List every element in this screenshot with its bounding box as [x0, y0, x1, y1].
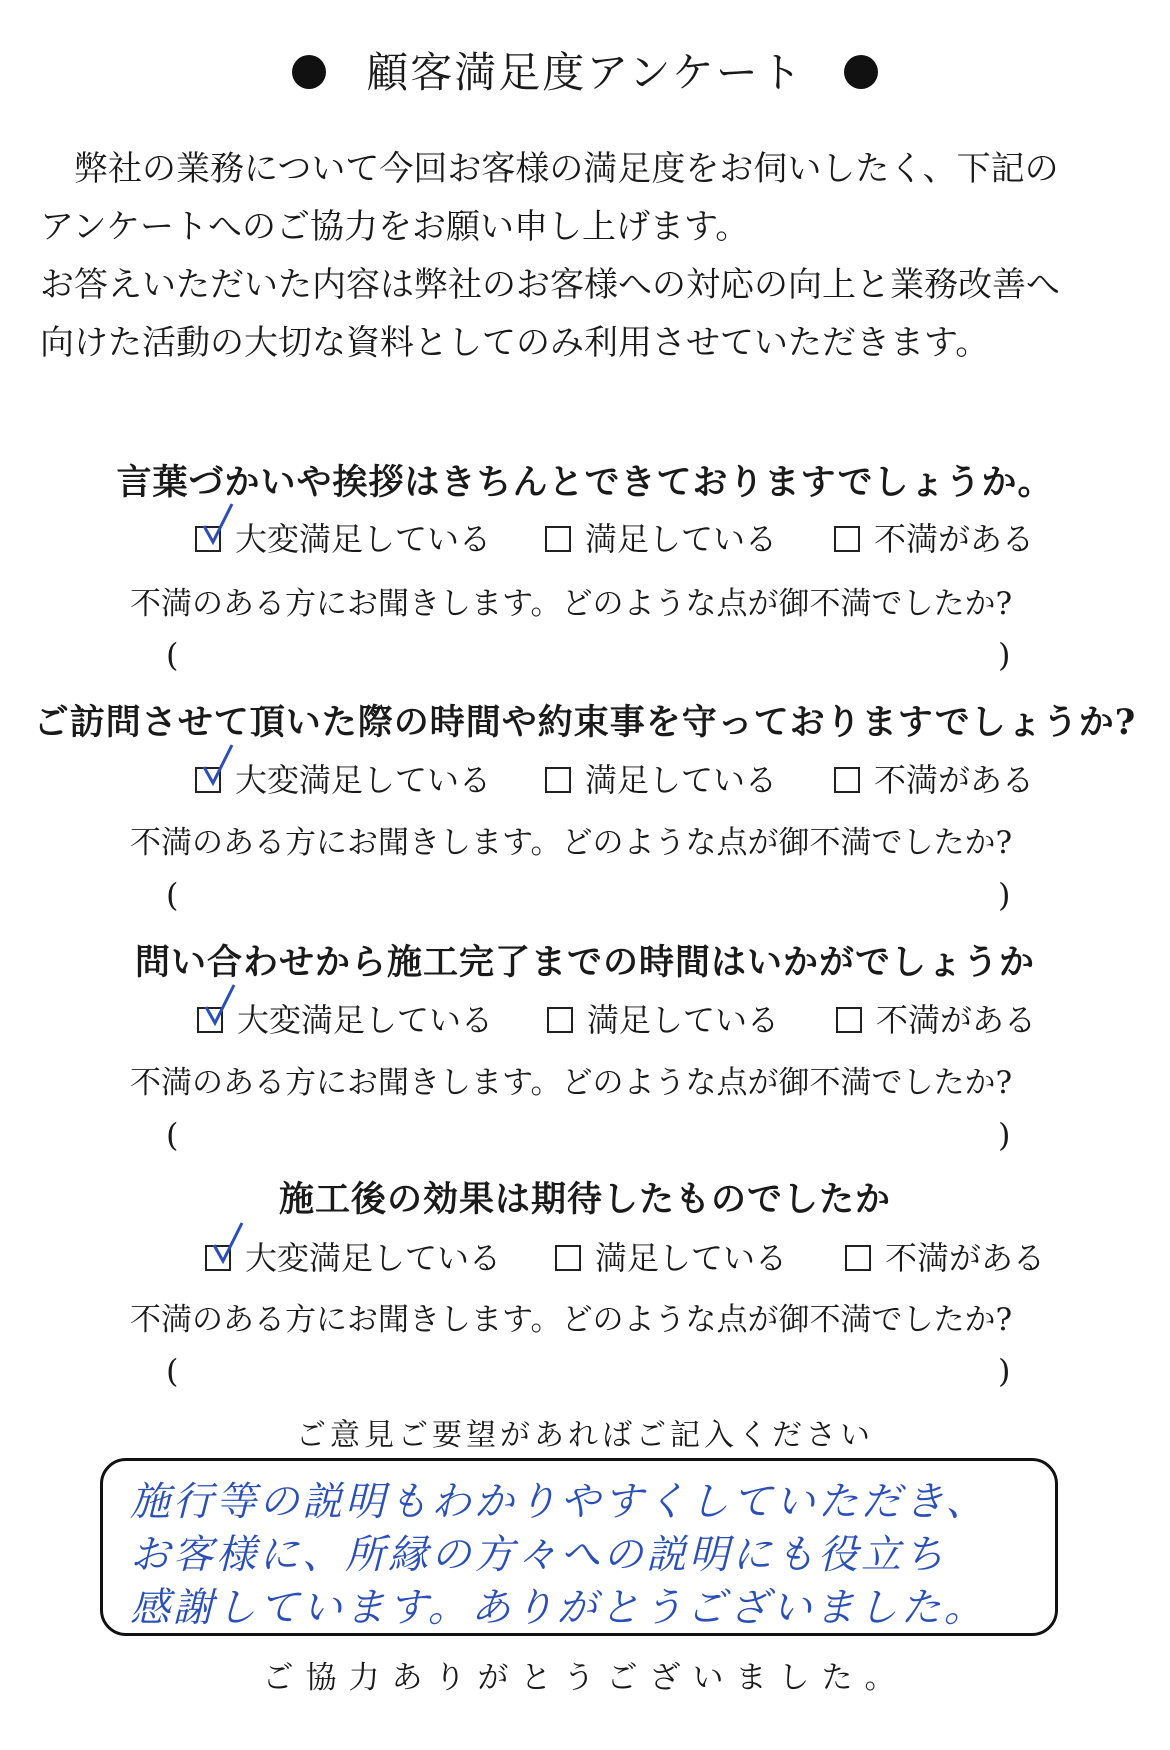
option-very-satisfied[interactable] [197, 995, 493, 1041]
option-very-satisfied[interactable] [205, 1233, 501, 1279]
option-satisfied[interactable] [555, 1233, 787, 1279]
option-label: 大変満足している [245, 1239, 502, 1277]
bullet-dot-icon [844, 55, 878, 89]
intro-line: 弊社の業務について今回お客様の満足度をお伺いしたく、下記の [74, 149, 1059, 189]
handwritten-comment-line: お客様に、所縁の方々への説明にも役立ち [130, 1532, 947, 1578]
question-3-title: 問い合わせから施工完了までの時間はいかがでしょうか [134, 942, 1035, 983]
title-text: 顧客満足度アンケート [366, 48, 804, 97]
option-label: 不満がある [885, 1239, 1046, 1277]
survey-title [0, 40, 1170, 100]
answer-paren-open: ( [166, 636, 179, 674]
option-label: 不満がある [874, 761, 1035, 799]
checkbox[interactable] [845, 1245, 871, 1271]
option-label: 不満がある [874, 520, 1035, 558]
checkbox[interactable] [547, 1007, 573, 1033]
followup-question: 不満のある方にお聞きします。どのような点が御不満でしたか? [130, 825, 1013, 861]
option-label: 満足している [585, 520, 778, 558]
checkmark-icon [203, 983, 237, 1029]
checkbox[interactable] [836, 1007, 862, 1033]
checkbox-checked[interactable] [197, 1007, 223, 1033]
checkbox[interactable] [545, 526, 571, 552]
option-label: 不満がある [876, 1001, 1037, 1039]
thanks-text: ご協力ありがとうございました。 [262, 1660, 908, 1696]
checkbox[interactable] [555, 1245, 581, 1271]
option-label: 大変満足している [237, 1001, 494, 1039]
answer-paren-close: ) [998, 1116, 1011, 1154]
option-satisfied[interactable] [545, 514, 777, 560]
checkmark-icon [201, 502, 235, 548]
handwritten-comment-line: 感謝しています。ありがとうございました。 [130, 1585, 987, 1631]
option-label: 大変満足している [235, 761, 492, 799]
option-dissatisfied[interactable] [845, 1233, 1045, 1279]
answer-paren-close: ) [998, 636, 1011, 674]
option-satisfied[interactable] [547, 995, 779, 1041]
answer-paren-close: ) [998, 876, 1011, 914]
checkbox-checked[interactable] [195, 767, 221, 793]
intro-line: アンケートへのご協力をお願い申し上げます。 [40, 207, 750, 247]
checkbox[interactable] [545, 767, 571, 793]
question-2-options [0, 755, 1170, 799]
question-1-title: 言葉づかいや挨拶はきちんとできておりますでしょうか。 [116, 462, 1054, 503]
answer-paren-open: ( [166, 1352, 179, 1390]
question-2-title: ご訪問させて頂いた際の時間や約束事を守っておりますでしょうか? [33, 702, 1137, 743]
handwritten-comment-line: 施行等の説明もわかりやすくしていただき、 [130, 1479, 989, 1525]
option-label: 大変満足している [235, 520, 492, 558]
option-dissatisfied[interactable] [834, 514, 1034, 560]
option-satisfied[interactable] [545, 755, 777, 801]
option-dissatisfied[interactable] [834, 755, 1034, 801]
answer-paren-open: ( [166, 876, 179, 914]
intro-line: お答えいただいた内容は弊社のお客様への対応の向上と業務改善へ [40, 265, 1060, 305]
intro-line: 向けた活動の大切な資料としてのみ利用させていただきます。 [40, 323, 990, 363]
question-3-options [0, 995, 1170, 1039]
checkbox[interactable] [834, 767, 860, 793]
option-label: 満足している [587, 1001, 780, 1039]
followup-question: 不満のある方にお聞きします。どのような点が御不満でしたか? [130, 1302, 1013, 1338]
option-dissatisfied[interactable] [836, 995, 1036, 1041]
checkmark-icon [211, 1221, 245, 1267]
followup-question: 不満のある方にお聞きします。どのような点が御不満でしたか? [130, 1065, 1013, 1101]
option-very-satisfied[interactable] [195, 514, 491, 560]
checkbox[interactable] [834, 526, 860, 552]
option-label: 満足している [585, 761, 778, 799]
intro-paragraph [40, 140, 1140, 372]
option-label: 満足している [595, 1239, 788, 1277]
checkbox-checked[interactable] [205, 1245, 231, 1271]
question-4-title: 施工後の効果は期待したものでしたか [278, 1179, 891, 1220]
answer-paren-close: ) [998, 1352, 1011, 1390]
comment-prompt: ご意見ご要望があればご記入ください [296, 1418, 874, 1453]
checkmark-icon [201, 743, 235, 789]
question-1-options [0, 514, 1170, 558]
followup-question: 不満のある方にお聞きします。どのような点が御不満でしたか? [130, 586, 1013, 622]
bullet-dot-icon [292, 55, 326, 89]
checkbox-checked[interactable] [195, 526, 221, 552]
question-4-options [0, 1233, 1170, 1277]
answer-paren-open: ( [166, 1116, 179, 1154]
option-very-satisfied[interactable] [195, 755, 491, 801]
